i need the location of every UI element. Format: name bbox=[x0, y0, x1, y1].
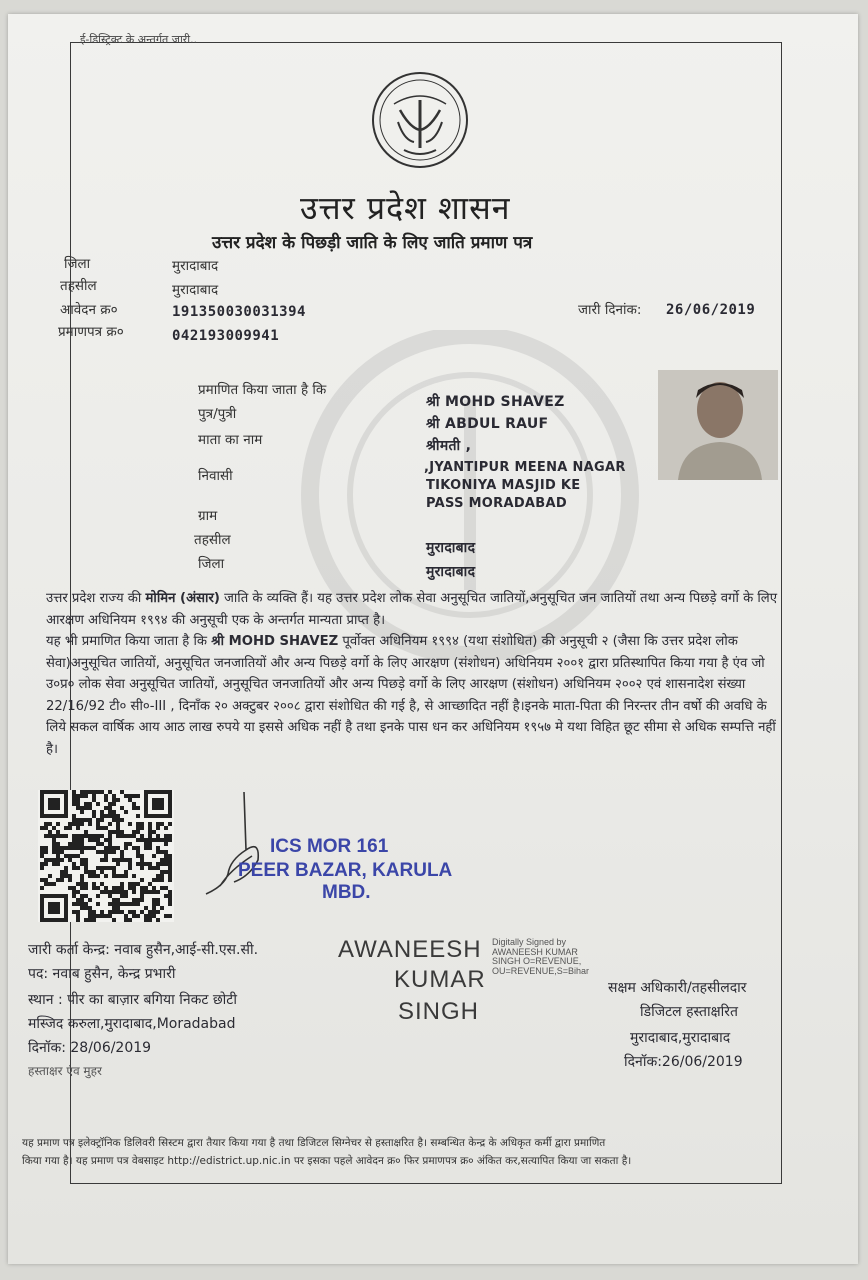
para1-text-a: उत्तर प्रदेश राज्य की bbox=[46, 591, 142, 606]
sig-note-line-2: AWANEESH KUMAR bbox=[492, 946, 578, 957]
footer-line-1: यह प्रमाण पत्र इलेक्ट्रॉनिक डिलिवरी सिस्टम द्वारा तैयार किया गया है तथा डिजिटल सिग्नेचर से हस्ताक्षरित है। सम्बन्धित केन्द्र के अधिकृत कर्मी द्वारा प्रमाणित bbox=[22, 1137, 606, 1149]
officer-date: दिनॉक:26/06/2019 bbox=[624, 1054, 743, 1070]
district-value: मुरादाबाद bbox=[172, 258, 219, 274]
application-label: आवेदन क्र० bbox=[60, 302, 118, 318]
district-label: जिला bbox=[64, 256, 91, 272]
issuing-center: जारी कर्ता केन्द्र: नवाब हुसैन,आई-सी.एस.सी. bbox=[28, 942, 259, 958]
father-name: श्री ABDUL RAUF bbox=[426, 416, 549, 432]
village-label: ग्राम bbox=[198, 508, 218, 524]
application-number: 191350030031394 bbox=[172, 304, 306, 320]
handwritten-signature bbox=[200, 790, 280, 900]
detail-tehsil-value: मुरादाबाद bbox=[426, 540, 476, 556]
up-government-emblem bbox=[364, 70, 476, 170]
certificate-body bbox=[46, 588, 786, 760]
stamp-line-3: MBD. bbox=[322, 882, 371, 903]
issuer-place-line-1: स्थान : पीर का बाज़ार बगिया निकट छोटी bbox=[28, 992, 237, 1008]
certificate-label: प्रमाणपत्र क्र० bbox=[58, 324, 124, 340]
detail-district-label: जिला bbox=[198, 556, 225, 572]
officer-location: मुरादाबाद,मुरादाबाद bbox=[630, 1030, 731, 1046]
certified-label: प्रमाणित किया जाता है कि bbox=[198, 382, 327, 398]
signature-seal-label: हस्ताक्षर एंव मुहर bbox=[28, 1064, 102, 1078]
paragraph-2 bbox=[46, 631, 786, 760]
son-of-label: पुत्र/पुत्री bbox=[198, 406, 237, 422]
para2-applicant-name: श्री MOHD SHAVEZ bbox=[211, 634, 339, 649]
address-line-1: ,JYANTIPUR MEENA NAGAR bbox=[424, 460, 626, 475]
para2-text-a: यह भी प्रमाणित किया जाता है कि bbox=[46, 634, 208, 649]
stamp-line-2: PEER BAZAR, KARULA bbox=[238, 860, 453, 881]
paragraph-1 bbox=[46, 588, 786, 631]
para2-text-b: पूर्वोक्त अधिनियम १९९४ (यथा संशोधित) की अनुसूची २ (जैसा कि उत्तर प्रदेश लोक सेवा)अनुसूचित जातियों, अनुसूचित जनजातियों और अन्य पिछड़े वर्गो के लिए आरक्षण (संशोधन) अधिनियम २००१ द्वारा प्रतिस्थापित किया गया है एंव जो उ०प्र० लोक सेवा अनुसूचित जातियों, अनुसूचित जनजातियों और अन्य पिछड़े वर्गो के लिए आरक्षण (संशोधन) अधिनियम २००२ एवं शासनादेश संख्या 22/16/92 टी० सी०-III , दिनाँक २० अक्टुबर २००८ द्वारा संशोधित की गई है, से आच्छादित नहीं है।इनके माता-पिता की निरन्तर तीन वर्षो की अवधि के लिये सकल वार्षिक आय आठ लाख रुपये या इससे अधिक नहीं है तथा इनके पास धन कर अधिनियम १९५७ मे यथा विहित छूट सीमा से अधिक सम्पत्ति नहीं है। bbox=[46, 634, 776, 757]
issue-date-label: जारी दिनांक: bbox=[578, 302, 642, 318]
address-line-2: TIKONIYA MASJID KE bbox=[426, 478, 581, 493]
officer-signed: डिजिटल हस्ताक्षरित bbox=[640, 1004, 738, 1020]
detail-district-value: मुरादाबाद bbox=[426, 564, 476, 580]
sig-note-line-4: OU=REVENUE,S=Bihar bbox=[492, 965, 590, 976]
issue-date-value: 26/06/2019 bbox=[666, 302, 756, 318]
sig-note-line-3: SINGH O=REVENUE, bbox=[492, 956, 582, 966]
footer-note bbox=[22, 1134, 822, 1170]
mother-name: श्रीमती , bbox=[426, 438, 472, 454]
certificate-subtitle: उत्तर प्रदेश के पिछड़ी जाति के लिए जाति प्रमाण पत्र bbox=[212, 233, 533, 253]
officer-designation: सक्षम अधिकारी/तहसीलदार bbox=[608, 980, 747, 996]
applicant-name: श्री MOHD SHAVEZ bbox=[426, 394, 565, 410]
digital-signer-name-1: AWANEESH bbox=[338, 936, 482, 963]
qr-code bbox=[38, 790, 174, 922]
issuer-post: पद: नवाब हुसैन, केन्द्र प्रभारी bbox=[28, 966, 176, 982]
footer-line-2: किया गया है। यह प्रमाण पत्र वेबसाइट http://edistrict.up.nic.in पर इसका पहले आवेदन क्र० फिर प्रमाणपत्र क्र० अंकित कर,सत्यापित किया जा सकता है। bbox=[22, 1155, 632, 1167]
certificate-number: 042193009941 bbox=[172, 328, 280, 344]
tehsil-value: मुरादाबाद bbox=[172, 282, 219, 298]
issuer-date: दिनॉक: 28/06/2019 bbox=[28, 1040, 152, 1056]
sig-note-line-1: Digitally Signed by bbox=[492, 937, 567, 947]
issuer-place-line-2: मस्जिद करुला,मुरादाबाद,Moradabad bbox=[28, 1016, 236, 1032]
para1-text-b: जाति के व्यक्ति हैं। यह उत्तर प्रदेश लोक सेवा अनुसूचित जातियों,अनुसूचित जन जातियों तथा अन्य पिछड़े वर्गो के लिए आरक्षण अधिनियम १९९४ की अनुसूची एक के अन्तर्गत मान्यता प्राप्त है। bbox=[46, 591, 778, 628]
mother-label: माता का नाम bbox=[198, 432, 263, 448]
digital-signer-name-2: KUMAR bbox=[394, 966, 486, 993]
applicant-photo bbox=[658, 370, 778, 480]
digital-signature-note bbox=[492, 938, 589, 976]
top-note: ई-डिस्ट्रिक्ट के अन्तर्गत जारी.. bbox=[80, 33, 198, 46]
address-line-3: PASS MORADABAD bbox=[426, 496, 567, 511]
page-title: उत्तर प्रदेश शासन bbox=[300, 189, 511, 227]
digital-signer-name-3: SINGH bbox=[398, 998, 480, 1025]
tehsil-label: तहसील bbox=[60, 278, 97, 294]
caste-name: मोमिन (अंसार) bbox=[145, 591, 220, 606]
detail-tehsil-label: तहसील bbox=[194, 532, 231, 548]
stamp-line-1: ICS MOR 161 bbox=[270, 836, 389, 857]
resident-label: निवासी bbox=[198, 468, 233, 484]
